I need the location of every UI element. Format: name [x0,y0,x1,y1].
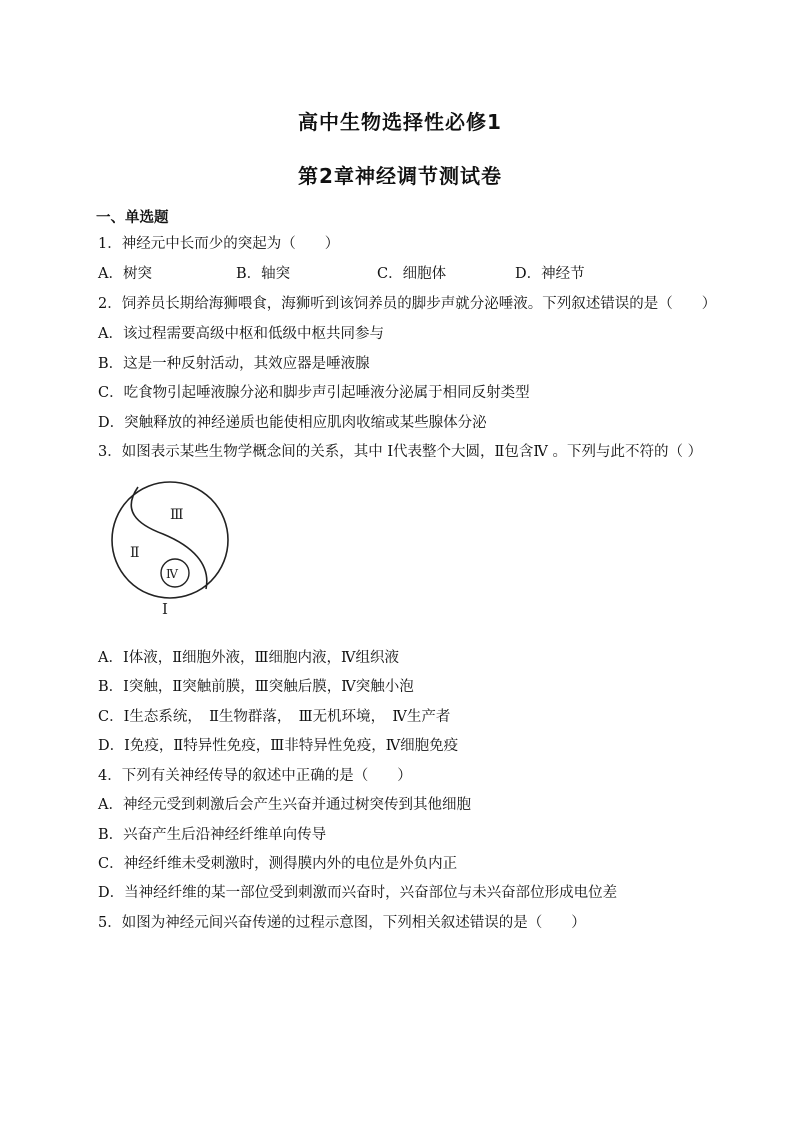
q2-option-d: D．突触释放的神经递质也能使相应肌肉收缩或某些腺体分泌 [98,415,487,431]
q3-option-a: A．Ⅰ体液，Ⅱ细胞外液，Ⅲ细胞内液，Ⅳ组织液 [98,650,400,666]
page-title: 高中生物选择性必修1 [298,110,502,134]
section-heading: 一、单选题 [96,210,169,226]
q4-option-d: D．当神经纤维的某一部位受到刺激而兴奋时，兴奋部位与未兴奋部位形成电位差 [98,885,618,901]
q1-option-c: C．细胞体 [377,266,447,282]
q1-option-b: B．轴突 [236,266,291,282]
question-4-stem: 4．下列有关神经传导的叙述中正确的是（ ） [98,768,412,784]
q3-option-c: C．Ⅰ生态系统， Ⅱ生物群落， Ⅲ无机环境， Ⅳ生产者 [98,709,451,725]
q2-option-b: B．这是一种反射活动，其效应器是唾液腺 [98,356,370,372]
question-3-stem: 3．如图表示某些生物学概念间的关系，其中 Ⅰ代表整个大圆，Ⅱ包含Ⅳ 。下列与此不符的（ ） [98,444,703,460]
q2-option-a: A．该过程需要高级中枢和低级中枢共同参与 [98,326,384,342]
q3-option-b: B．Ⅰ突触，Ⅱ突触前膜，Ⅲ突触后膜，Ⅳ突触小泡 [98,679,414,695]
label-iii: Ⅲ [170,507,184,523]
label-iv: Ⅳ [166,567,178,581]
q3-option-d: D．Ⅰ免疫，Ⅱ特异性免疫，Ⅲ非特异性免疫，Ⅳ细胞免疫 [98,738,459,754]
question-5-stem: 5．如图为神经元间兴奋传递的过程示意图，下列相关叙述错误的是（ ） [98,915,586,931]
label-i: Ⅰ [162,600,168,618]
q1-option-d: D．神经节 [515,266,585,282]
q1-option-a: A．树突 [98,266,152,282]
q4-option-a: A．神经元受到刺激后会产生兴奋并通过树突传到其他细胞 [98,797,471,813]
q2-option-c: C．吃食物引起唾液腺分泌和脚步声引起唾液分泌属于相同反射类型 [98,385,530,401]
concept-circle-diagram [108,476,233,622]
page-subtitle: 第2章神经调节测试卷 [298,164,502,188]
q4-option-c: C．神经纤维未受刺激时，测得膜内外的电位是外负内正 [98,856,458,872]
q4-option-b: B．兴奋产生后沿神经纤维单向传导 [98,827,327,843]
question-1-stem: 1．神经元中长而少的突起为（ ） [98,236,340,252]
label-ii: Ⅱ [130,545,140,561]
question-2-stem: 2．饲养员长期给海狮喂食，海狮听到该饲养员的脚步声就分泌唾液。下列叙述错误的是（ ） [98,296,717,312]
